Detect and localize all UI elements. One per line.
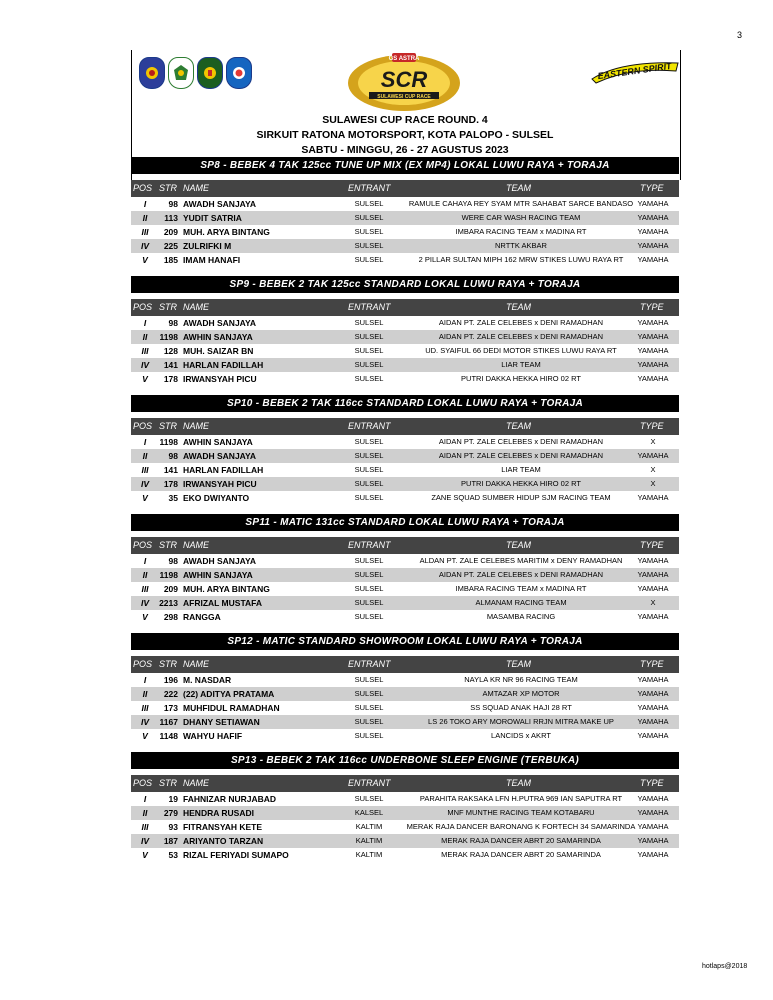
eastern-spirit-logo <box>590 57 680 85</box>
column-header-team: TEAM <box>506 302 532 312</box>
cell-str: 1167 <box>159 717 178 727</box>
cell-pos: IV <box>140 360 150 370</box>
cell-str: 185 <box>163 255 178 265</box>
column-header-str: STR <box>159 778 177 788</box>
cell-name: RANGGA <box>183 612 221 622</box>
table-row <box>131 253 679 267</box>
table-row <box>131 715 679 729</box>
cell-team: AIDAN PT. ZALE CELEBES x DENI RAMADHAN <box>438 451 604 460</box>
column-header-pos: POS <box>133 421 153 431</box>
cell-name: MUHFIDUL RAMADHAN <box>183 703 280 713</box>
cell-pos: I <box>143 318 147 328</box>
cell-team: AMTAZAR XP MOTOR <box>482 689 560 698</box>
result-section <box>131 752 679 862</box>
cell-type: YAMAHA <box>637 346 669 355</box>
cell-name: WAHYU HAFIF <box>183 731 243 741</box>
cell-str: 2213 <box>159 598 178 608</box>
cell-entrant: SULSEL <box>354 465 384 474</box>
sulawesi-cup-race-logo <box>345 51 463 113</box>
cell-str: 1198 <box>159 570 178 580</box>
event-date: SABTU - MINGGU, 26 - 27 AGUSTUS 2023 <box>301 144 509 156</box>
cell-name: HENDRA RUSADI <box>183 808 254 818</box>
column-header-name: NAME <box>183 778 210 788</box>
cell-type: YAMAHA <box>637 850 669 859</box>
cell-name: AWADH SANJAYA <box>183 318 257 328</box>
cell-str: 225 <box>163 241 178 251</box>
column-header-pos: POS <box>133 778 153 788</box>
cell-pos: I <box>143 794 147 804</box>
cell-team: PUTRI DAKKA HEKKA HIRO 02 RT <box>461 374 581 383</box>
cell-name: EKO DWIYANTO <box>183 493 250 503</box>
cell-entrant: KALTIM <box>355 850 383 859</box>
section-title: SP8 - BEBEK 4 TAK 125cc TUNE UP MIX (EX MP4) LOKAL LUWU RAYA + TORAJA <box>131 157 679 174</box>
table-row <box>131 568 679 582</box>
cell-str: 98 <box>168 451 178 461</box>
scr-main-text: SCR <box>380 67 428 92</box>
cell-name: (22) ADITYA PRATAMA <box>183 689 275 699</box>
column-header <box>131 418 679 435</box>
column-header-type: TYPE <box>640 183 664 193</box>
cell-pos: II <box>142 689 148 699</box>
cell-team: LANCIDS x AKRT <box>491 731 551 740</box>
cell-type: YAMAHA <box>637 213 669 222</box>
cell-str: 141 <box>163 465 178 475</box>
cell-entrant: SULSEL <box>354 703 384 712</box>
cell-type: YAMAHA <box>637 332 669 341</box>
result-section <box>131 276 679 386</box>
column-header-team: TEAM <box>506 183 532 193</box>
cell-pos: V <box>142 850 148 860</box>
column-header-team: TEAM <box>506 659 532 669</box>
cell-name: FITRANSYAH KETE <box>183 822 263 832</box>
cell-entrant: SULSEL <box>354 493 384 502</box>
table-row <box>131 491 679 505</box>
section-title: SP11 - MATIC 131cc STANDARD LOKAL LUWU RAYA + TORAJA <box>131 514 679 531</box>
cell-entrant: SULSEL <box>354 570 384 579</box>
cell-team: AIDAN PT. ZALE CELEBES x DENI RAMADHAN <box>438 332 604 341</box>
column-header-type: TYPE <box>640 421 664 431</box>
cell-name: ZULRIFKI M <box>183 241 232 251</box>
cell-team: SS SQUAD ANAK HAJI 28 RT <box>470 703 572 712</box>
cell-name: FAHNIZAR NURJABAD <box>183 794 277 804</box>
cell-type: X <box>650 479 656 488</box>
cell-pos: II <box>142 213 148 223</box>
table-row <box>131 701 679 715</box>
cell-team: LS 26 TOKO ARY MOROWALI RRJN MITRA MAKE UP <box>428 717 614 726</box>
cell-team: AIDAN PT. ZALE CELEBES x DENI RAMADHAN <box>438 437 604 446</box>
column-header-type: TYPE <box>640 778 664 788</box>
cell-name: AWHIN SANJAYA <box>183 332 253 342</box>
cell-team: PUTRI DAKKA HEKKA HIRO 02 RT <box>461 479 581 488</box>
cell-team: MERAK RAJA DANCER ABRT 20 SAMARINDA <box>441 850 601 859</box>
cell-str: 1148 <box>159 731 178 741</box>
table-row <box>131 792 679 806</box>
cell-team: MERAK RAJA DANCER BARONANG K FORTECH 34 SAMARINDA <box>406 822 636 831</box>
result-section <box>131 514 679 624</box>
column-header <box>131 537 679 554</box>
imi-emblem-icon <box>226 57 252 89</box>
column-header-pos: POS <box>133 302 153 312</box>
section-title: SP10 - BEBEK 2 TAK 116cc STANDARD LOKAL LUWU RAYA + TORAJA <box>131 395 679 412</box>
cell-type: YAMAHA <box>637 703 669 712</box>
cell-str: 187 <box>163 836 178 846</box>
cell-pos: II <box>142 570 148 580</box>
cell-pos: V <box>142 612 148 622</box>
cell-entrant: SULSEL <box>354 451 384 460</box>
column-header-entrant: ENTRANT <box>348 302 391 312</box>
section-title: SP9 - BEBEK 2 TAK 125cc STANDARD LOKAL LUWU RAYA + TORAJA <box>131 276 679 293</box>
cell-pos: III <box>141 703 149 713</box>
cell-type: YAMAHA <box>637 493 669 502</box>
column-header-type: TYPE <box>640 302 664 312</box>
cell-entrant: KALSEL <box>354 808 384 817</box>
cell-str: 113 <box>164 213 178 223</box>
cell-team: UD. SYAIFUL 66 DEDI MOTOR STIKES LUWU RAYA RT <box>425 346 617 355</box>
column-header-team: TEAM <box>506 421 532 431</box>
column-header-str: STR <box>159 659 177 669</box>
column-header-team: TEAM <box>506 778 532 788</box>
cell-str: 35 <box>168 493 178 503</box>
cell-name: AWADH SANJAYA <box>183 451 257 461</box>
regional-emblem-icon <box>168 57 194 89</box>
result-section <box>131 633 679 743</box>
cell-team: PARAHITA RAKSAKA LFN H.PUTRA 969 IAN SAPUTRA RT <box>419 794 623 803</box>
table-row <box>131 449 679 463</box>
cell-team: 2 PILLAR SULTAN MIPH 162 MRW STIKES LUWU RAYA RT <box>418 255 624 264</box>
cell-team: IMBARA RACING TEAM x MADINA RT <box>455 227 587 236</box>
table-row <box>131 344 679 358</box>
result-section <box>131 395 679 505</box>
cell-name: YUDIT SATRIA <box>183 213 242 223</box>
cell-type: X <box>650 437 656 446</box>
scr-top-text: GS ASTRA <box>388 56 420 62</box>
cell-entrant: SULSEL <box>354 612 384 621</box>
page-number: 3 <box>737 30 743 40</box>
column-header-entrant: ENTRANT <box>348 778 391 788</box>
cell-str: 178 <box>163 479 178 489</box>
cell-team: RAMULE CAHAYA REY SYAM MTR SAHABAT SARCE BANDASO <box>408 199 634 208</box>
cell-name: MUH. ARYA BINTANG <box>183 227 270 237</box>
cell-pos: IV <box>140 717 150 727</box>
cell-name: RIZAL FERIYADI SUMAPO <box>183 850 289 860</box>
cell-name: AFRIZAL MUSTAFA <box>183 598 263 608</box>
cell-pos: II <box>142 451 148 461</box>
cell-str: 196 <box>163 675 178 685</box>
cell-type: YAMAHA <box>637 227 669 236</box>
column-header <box>131 180 679 197</box>
column-header-entrant: ENTRANT <box>348 421 391 431</box>
cell-team: NAYLA KR NR 96 RACING TEAM <box>464 675 578 684</box>
cell-pos: V <box>142 731 148 741</box>
cell-entrant: SULSEL <box>354 598 384 607</box>
cell-team: AIDAN PT. ZALE CELEBES x DENI RAMADHAN <box>438 318 604 327</box>
cell-team: IMBARA RACING TEAM x MADINA RT <box>455 584 587 593</box>
cell-entrant: SULSEL <box>354 241 384 250</box>
column-header-name: NAME <box>183 540 210 550</box>
cell-type: YAMAHA <box>637 675 669 684</box>
cell-str: 53 <box>168 850 178 860</box>
scr-sub-text: SULAWESI CUP RACE <box>377 94 431 100</box>
cell-str: 178 <box>163 374 178 384</box>
cell-str: 98 <box>168 199 178 209</box>
cell-name: HARLAN FADILLAH <box>183 465 264 475</box>
cell-type: YAMAHA <box>637 451 669 460</box>
cell-team: NRTTK AKBAR <box>495 241 547 250</box>
table-row <box>131 330 679 344</box>
cell-type: YAMAHA <box>637 374 669 383</box>
cell-pos: IV <box>140 241 150 251</box>
table-row <box>131 372 679 386</box>
cell-team: ZANE SQUAD SUMBER HIDUP SJM RACING TEAM <box>431 493 611 502</box>
table-row <box>131 806 679 820</box>
cell-team: MASAMBA RACING <box>486 612 556 621</box>
column-header-str: STR <box>159 183 177 193</box>
cell-pos: V <box>142 493 148 503</box>
column-header-pos: POS <box>133 183 153 193</box>
column-header-str: STR <box>159 421 177 431</box>
cell-name: MUH. ARYA BINTANG <box>183 584 270 594</box>
cell-entrant: SULSEL <box>354 794 384 803</box>
cell-pos: IV <box>140 479 150 489</box>
table-row <box>131 687 679 701</box>
cell-team: AIDAN PT. ZALE CELEBES x DENI RAMADHAN <box>438 570 604 579</box>
cell-type: YAMAHA <box>637 360 669 369</box>
cell-pos: V <box>142 255 148 265</box>
table-row <box>131 197 679 211</box>
cell-team: LIAR TEAM <box>501 360 541 369</box>
cell-entrant: SULSEL <box>354 360 384 369</box>
cell-pos: IV <box>140 598 150 608</box>
column-header-name: NAME <box>183 659 210 669</box>
column-header-str: STR <box>159 302 177 312</box>
table-row <box>131 610 679 624</box>
cell-type: YAMAHA <box>637 612 669 621</box>
province-emblem-icon <box>197 57 223 89</box>
cell-pos: I <box>143 556 147 566</box>
cell-entrant: SULSEL <box>354 374 384 383</box>
cell-name: HARLAN FADILLAH <box>183 360 264 370</box>
column-header-team: TEAM <box>506 540 532 550</box>
table-row <box>131 582 679 596</box>
cell-pos: V <box>142 374 148 384</box>
cell-entrant: KALTIM <box>355 836 383 845</box>
cell-name: MUH. SAIZAR BN <box>183 346 254 356</box>
cell-str: 93 <box>168 822 178 832</box>
table-row <box>131 848 679 862</box>
cell-entrant: SULSEL <box>354 227 384 236</box>
sponsor-logos <box>139 57 252 89</box>
column-header-str: STR <box>159 540 177 550</box>
cell-str: 173 <box>163 703 178 713</box>
cell-str: 222 <box>163 689 178 699</box>
cell-pos: III <box>141 465 149 475</box>
cell-pos: I <box>143 437 147 447</box>
section-title: SP13 - BEBEK 2 TAK 116cc UNDERBONE SLEEP ENGINE (TERBUKA) <box>131 752 679 769</box>
cell-pos: III <box>141 822 149 832</box>
cell-type: YAMAHA <box>637 689 669 698</box>
column-header-type: TYPE <box>640 540 664 550</box>
table-row <box>131 316 679 330</box>
table-row <box>131 358 679 372</box>
column-header-pos: POS <box>133 540 153 550</box>
cell-entrant: SULSEL <box>354 479 384 488</box>
cell-type: YAMAHA <box>637 731 669 740</box>
cell-name: ARIYANTO TARZAN <box>183 836 264 846</box>
footer-credit: hotlaps@2018 <box>702 963 748 970</box>
cell-type: YAMAHA <box>637 255 669 264</box>
cell-pos: IV <box>140 836 150 846</box>
cell-type: YAMAHA <box>637 318 669 327</box>
cell-name: IRWANSYAH PICU <box>183 374 257 384</box>
cell-str: 141 <box>163 360 178 370</box>
cell-str: 209 <box>163 227 178 237</box>
table-row <box>131 239 679 253</box>
table-row <box>131 834 679 848</box>
cell-str: 209 <box>163 584 178 594</box>
cell-str: 298 <box>163 612 178 622</box>
cell-name: AWHIN SANJAYA <box>183 437 253 447</box>
cell-type: YAMAHA <box>637 584 669 593</box>
column-header-pos: POS <box>133 659 153 669</box>
cell-pos: II <box>142 332 148 342</box>
cell-str: 128 <box>163 346 178 356</box>
cell-str: 1198 <box>159 437 178 447</box>
cell-type: YAMAHA <box>637 199 669 208</box>
cell-name: DHANY SETIAWAN <box>183 717 260 727</box>
cell-pos: II <box>142 808 148 818</box>
cell-entrant: KALTIM <box>355 822 383 831</box>
column-header <box>131 775 679 792</box>
cell-pos: I <box>143 675 147 685</box>
table-row <box>131 435 679 449</box>
cell-type: X <box>650 598 656 607</box>
table-row <box>131 820 679 834</box>
table-row <box>131 477 679 491</box>
cell-entrant: SULSEL <box>354 213 384 222</box>
cell-pos: III <box>141 227 149 237</box>
cell-name: AWADH SANJAYA <box>183 199 257 209</box>
cell-team: ALDAN PT. ZALE CELEBES MARITIM x DENY RAMADHAN <box>419 556 623 565</box>
cell-team: MNF MUNTHE RACING TEAM KOTABARU <box>447 808 595 817</box>
cell-entrant: SULSEL <box>354 675 384 684</box>
cell-pos: III <box>141 346 149 356</box>
event-title: SULAWESI CUP RACE ROUND. 4 <box>322 114 488 126</box>
brand-text: EASTERN SPIRIT <box>596 60 673 82</box>
cell-pos: I <box>143 199 147 209</box>
cell-type: X <box>650 465 656 474</box>
cell-name: IRWANSYAH PICU <box>183 479 257 489</box>
cell-team: MERAK RAJA DANCER ABRT 20 SAMARINDA <box>441 836 601 845</box>
table-row <box>131 463 679 477</box>
cell-entrant: SULSEL <box>354 556 384 565</box>
table-row <box>131 225 679 239</box>
cell-pos: III <box>141 584 149 594</box>
cell-str: 19 <box>168 794 178 804</box>
cell-entrant: SULSEL <box>354 318 384 327</box>
cell-type: YAMAHA <box>637 808 669 817</box>
table-row <box>131 211 679 225</box>
cell-team: LIAR TEAM <box>501 465 541 474</box>
column-header-type: TYPE <box>640 659 664 669</box>
cell-type: YAMAHA <box>637 570 669 579</box>
column-header-entrant: ENTRANT <box>348 540 391 550</box>
cell-entrant: SULSEL <box>354 346 384 355</box>
result-section <box>131 157 679 267</box>
table-row <box>131 554 679 568</box>
column-header <box>131 656 679 673</box>
column-header-name: NAME <box>183 421 210 431</box>
cell-entrant: SULSEL <box>354 584 384 593</box>
event-header <box>131 113 679 158</box>
column-header-name: NAME <box>183 183 210 193</box>
event-venue: SIRKUIT RATONA MOTORSPORT, KOTA PALOPO - SULSEL <box>256 129 554 141</box>
cell-type: YAMAHA <box>637 556 669 565</box>
table-row <box>131 596 679 610</box>
cell-entrant: SULSEL <box>354 332 384 341</box>
cell-str: 279 <box>163 808 178 818</box>
column-header-name: NAME <box>183 302 210 312</box>
column-header-entrant: ENTRANT <box>348 659 391 669</box>
cell-type: YAMAHA <box>637 241 669 250</box>
cell-entrant: SULSEL <box>354 717 384 726</box>
cell-entrant: SULSEL <box>354 437 384 446</box>
cell-type: YAMAHA <box>637 836 669 845</box>
cell-type: YAMAHA <box>637 822 669 831</box>
cell-name: M. NASDAR <box>183 675 232 685</box>
column-header-entrant: ENTRANT <box>348 183 391 193</box>
table-row <box>131 729 679 743</box>
cell-team: WERE CAR WASH RACING TEAM <box>461 213 581 222</box>
cell-str: 98 <box>168 318 178 328</box>
cell-name: AWHIN SANJAYA <box>183 570 253 580</box>
police-emblem-icon <box>139 57 165 89</box>
cell-entrant: SULSEL <box>354 199 384 208</box>
cell-name: IMAM HANAFI <box>183 255 241 265</box>
column-header <box>131 299 679 316</box>
section-title: SP12 - MATIC STANDARD SHOWROOM LOKAL LUWU RAYA + TORAJA <box>131 633 679 650</box>
cell-entrant: SULSEL <box>354 689 384 698</box>
cell-type: YAMAHA <box>637 717 669 726</box>
table-row <box>131 673 679 687</box>
cell-entrant: SULSEL <box>354 731 384 740</box>
cell-str: 1198 <box>159 332 178 342</box>
cell-type: YAMAHA <box>637 794 669 803</box>
cell-str: 98 <box>168 556 178 566</box>
cell-entrant: SULSEL <box>354 255 384 264</box>
cell-name: AWADH SANJAYA <box>183 556 257 566</box>
cell-team: ALMANAM RACING TEAM <box>475 598 567 607</box>
